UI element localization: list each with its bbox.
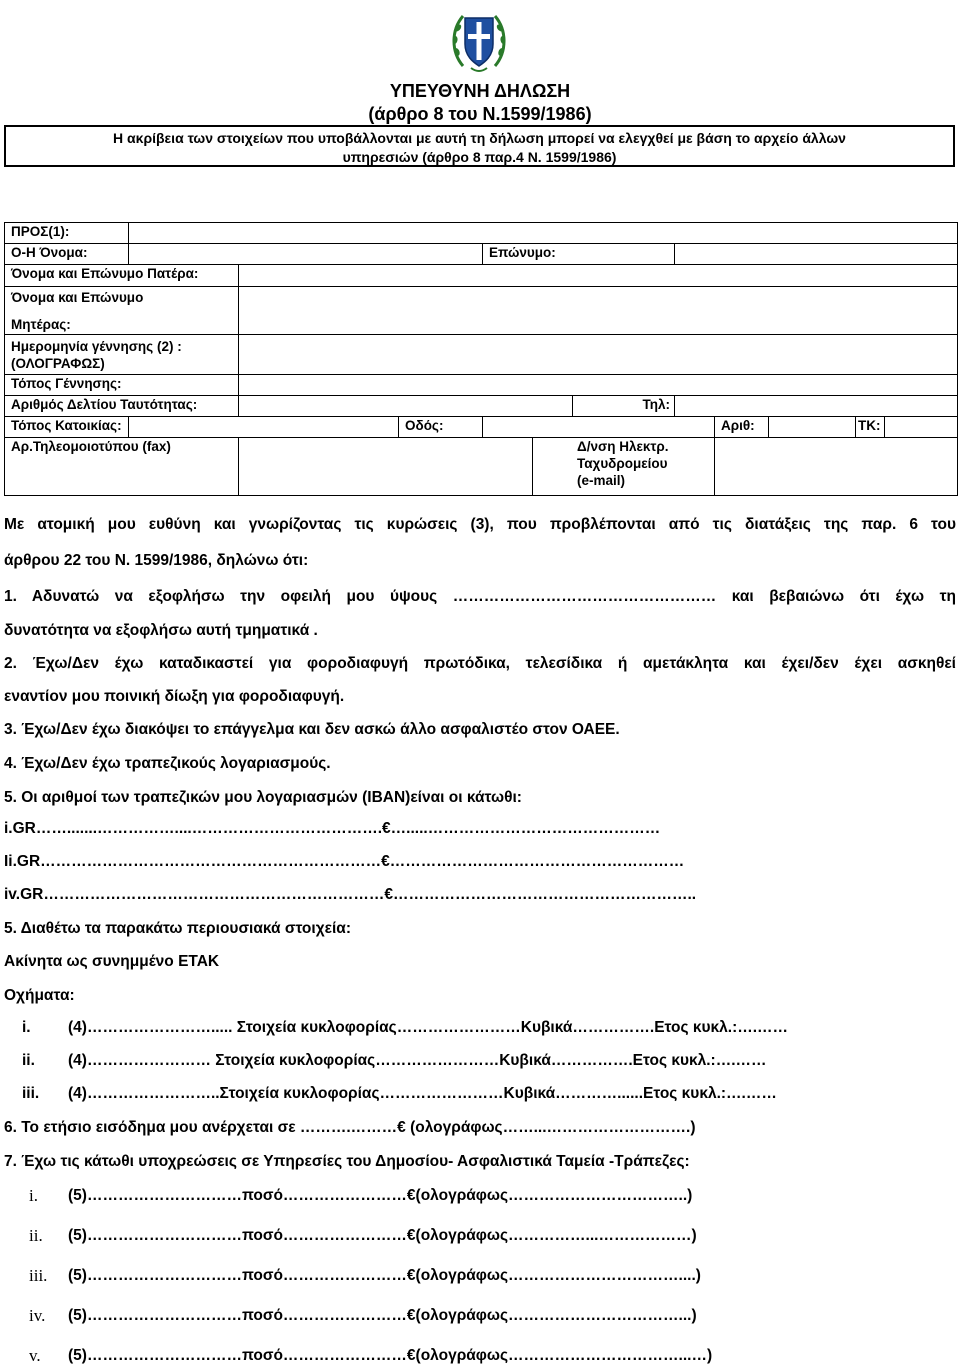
- item-7: 7. Έχω τις κάτωθι υποχρεώσεις σε Υπηρεσίες του Δημοσίου- Ασφαλιστικά Ταμεία -Τράπεζες:: [4, 1153, 690, 1170]
- email-field[interactable]: [715, 438, 958, 496]
- debt-row-1: (5)…………………………ποσό……………………€(ολογράφως……………………………..): [68, 1187, 693, 1204]
- debt-row-3-number: iii.: [29, 1266, 48, 1285]
- first-name-label: Ο-Η Όνομα:: [5, 244, 129, 265]
- debt-row-4: (5)…………………………ποσό……………………€(ολογράφως……………………………...): [68, 1307, 697, 1324]
- item-3: 3. Έχω/Δεν έχω διακόψει το επάγγελμα και δεν ασκώ άλλο ασφαλιστέο στον ΟΑΕΕ.: [4, 721, 620, 738]
- debt-row-5: (5)…………………………ποσό……………………€(ολογράφως……………………………...…): [68, 1347, 713, 1364]
- birthdate-label: [5, 335, 239, 375]
- item-1-line-2: δυνατότητα να εξοφλήσω αυτή τμηματικά .: [4, 622, 318, 639]
- street-field[interactable]: [483, 417, 715, 438]
- id-card-field[interactable]: [239, 396, 573, 417]
- id-card-label: Αριθμός Δελτίου Ταυτότητας:: [5, 396, 239, 417]
- email-label: [533, 438, 715, 496]
- vehicle-row-1: (4)……………………..... Στοιχεία κυκλοφορίας……………………Κυβικά…………….Ετος κυκλ.:….……: [68, 1019, 789, 1036]
- property-line: Ακίνητα ως συνημμένο ΕΤΑΚ: [4, 953, 220, 970]
- greek-coat-of-arms-emblem: [449, 8, 509, 76]
- vehicle-row-2: (4)…………………… Στοιχεία κυκλοφορίας……………………Κυβικά…………….Ετος κυκλ.:….……: [68, 1052, 767, 1069]
- mother-name-label-line-2: Μητέρας:: [11, 317, 71, 332]
- birthplace-field[interactable]: [239, 375, 958, 396]
- debt-row-5-number: v.: [29, 1346, 41, 1365]
- debt-row-2: (5)…………………………ποσό……………………€(ολογράφως……………...………………): [68, 1227, 697, 1244]
- vehicle-row-1-number: i.: [22, 1019, 31, 1036]
- iban-line-3: iv.GR…………………………………………………………€…………………………………………………..: [4, 886, 697, 903]
- debt-row-1-number: i.: [29, 1186, 38, 1205]
- mother-name-label-line-1: Όνομα και Επώνυμο: [11, 290, 144, 305]
- verification-notice-box: [4, 125, 955, 167]
- item-5: 5. Οι αριθμοί των τραπεζικών μου λογαριασμών (IBAN)είναι οι κάτωθι:: [4, 789, 522, 806]
- iban-line-2: Ii.GR…………………………………………………………€…………………………………………………: [4, 853, 685, 870]
- birthplace-label: Τόπος Γέννησης:: [5, 375, 239, 396]
- document-title: ΥΠΕΥΘΥΝΗ ΔΗΛΩΣΗ: [389, 81, 571, 101]
- item-5b: 5. Διαθέτω τα παρακάτω περιουσιακά στοιχεία:: [4, 920, 351, 937]
- document-subtitle: (άρθρο 8 του Ν.1599/1986): [368, 104, 592, 124]
- mother-name-label: [5, 287, 239, 335]
- notice-line-2: υπηρεσιών (άρθρο 8 παρ.4 Ν. 1599/1986): [342, 149, 617, 165]
- debt-row-3: (5)…………………………ποσό……………………€(ολογράφως……………………………....): [68, 1267, 701, 1284]
- fax-label: Αρ.Τηλεομοιοτύπου (fax): [5, 438, 239, 496]
- recipient-label: ΠΡΟΣ(1):: [5, 223, 129, 244]
- postcode-label: ΤΚ:: [856, 417, 885, 438]
- father-name-field[interactable]: [239, 265, 958, 287]
- item-2-line-2: εναντίον μου ποινική δίωξη για φοροδιαφυγή.: [4, 688, 345, 705]
- phone-label: Τηλ:: [573, 396, 675, 417]
- iban-line-1: i.GR…….......……………....……………………………….€….....………………………………………: [4, 820, 661, 837]
- email-label-line-1: Δ/νση Ηλεκτρ.: [577, 439, 669, 454]
- first-name-field[interactable]: [129, 244, 483, 265]
- debt-row-2-number: ii.: [29, 1226, 43, 1245]
- intro-line-2: άρθρου 22 του Ν. 1599/1986, δηλώνω ότι:: [4, 552, 309, 569]
- item-1-line-1: 1. Αδυνατώ να εξοφλήσω την οφειλή μου ύψους …………………………………………… και βεβαιώνω ότι έχω τη: [4, 588, 956, 605]
- phone-field[interactable]: [675, 396, 958, 417]
- fax-field[interactable]: [239, 438, 533, 496]
- email-label-line-2: Ταχυδρομείου: [577, 456, 668, 471]
- vehicles-label: Οχήματα:: [4, 987, 75, 1004]
- mother-name-field[interactable]: [239, 287, 958, 335]
- street-number-field[interactable]: [769, 417, 856, 438]
- street-label: Οδός:: [399, 417, 483, 438]
- item-4: 4. Έχω/Δεν έχω τραπεζικούς λογαριασμούς.: [4, 755, 331, 772]
- father-name-label: Όνομα και Επώνυμο Πατέρα:: [5, 265, 239, 287]
- surname-field[interactable]: [675, 244, 958, 265]
- vehicle-row-3-number: iii.: [22, 1085, 40, 1102]
- residence-field[interactable]: [129, 417, 399, 438]
- intro-line-1: Με ατομική μου ευθύνη και γνωρίζοντας τις κυρώσεις (3), που προβλέπονται από τις διατάξεις της παρ. 6 του: [4, 516, 956, 533]
- item-6: 6. Το ετήσιο εισόδημα μου ανέρχεται σε ……….………€ (ολογράφως……...……………………….): [4, 1119, 696, 1136]
- email-label-line-3: (e-mail): [577, 473, 626, 488]
- vehicle-row-2-number: ii.: [22, 1052, 35, 1069]
- recipient-field[interactable]: [129, 223, 958, 244]
- notice-line-1: Η ακρίβεια των στοιχείων που υποβάλλονται με αυτή τη δήλωση μπορεί να ελεγχθεί με βάση το αρχείο άλλων: [113, 130, 846, 146]
- birthdate-field[interactable]: [239, 335, 958, 375]
- item-2-line-1: 2. Έχω/Δεν έχω καταδικαστεί για φοροδιαφυγή πρωτόδικα, τελεσίδικα ή αμετάκλητα και έχει/δεν έχει ασκηθεί: [4, 655, 956, 672]
- birthdate-label-line-2: (ΟΛΟΓΡΑΦΩΣ): [11, 355, 105, 371]
- postcode-field[interactable]: [885, 417, 958, 438]
- residence-label: Τόπος Κατοικίας:: [5, 417, 129, 438]
- personal-details-form: [4, 222, 958, 496]
- street-number-label: Αριθ:: [715, 417, 769, 438]
- birthdate-label-line-1: Ημερομηνία γέννησης (2) :: [11, 338, 182, 354]
- debt-row-4-number: iv.: [29, 1306, 46, 1325]
- vehicle-row-3: (4)……………………..Στοιχεία κυκλοφορίας……………………Κυβικά…………......Ετος κυκλ.:….……: [68, 1085, 777, 1102]
- surname-label: Επώνυμο:: [483, 244, 675, 265]
